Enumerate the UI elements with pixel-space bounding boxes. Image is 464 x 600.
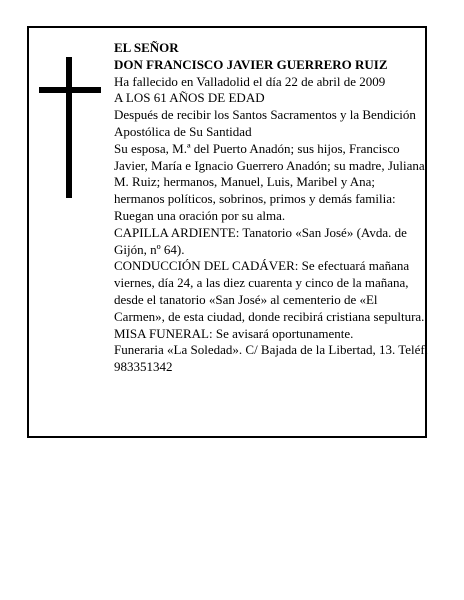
cross-vertical-bar bbox=[66, 57, 72, 198]
death-statement: Ha fallecido en Valladolid el día 22 de abril de 2009 bbox=[114, 73, 386, 89]
cross-horizontal-bar bbox=[39, 87, 101, 93]
sacraments-statement: Después de recibir los Santos Sacramentos y la Bendición Apostólica de Su Santidad bbox=[114, 107, 416, 139]
notice-title: EL SEÑOR bbox=[114, 40, 179, 55]
conduction-info: CONDUCCIÓN DEL CADÁVER: Se efectuará mañana viernes, día 24, a las diez cuarenta y cinco de la mañana, desde el tanatorio «San José» al cementerio de «El Carmen», de esta ciudad, donde recibirá cristiana sepultura. bbox=[114, 258, 425, 324]
death-notice bbox=[27, 26, 427, 438]
cross-icon bbox=[39, 57, 101, 198]
prayer-request: Ruegan una oración por su alma. bbox=[114, 207, 286, 223]
family-statement: Su esposa, M.ª del Puerto Anadón; sus hijos, Francisco Javier, María e Ignacio Guerrero Anadón; su madre, Juliana M. Ruiz; hermanos, Manuel, Luis, Maribel y Ana; hermanos políticos, sobrinos, primos y demás familia: bbox=[114, 140, 425, 207]
notice-text bbox=[114, 40, 428, 376]
funeral-home-info: Funeraria «La Soledad». C/ Bajada de la Libertad, 13. Teléf. 983351342 bbox=[114, 342, 428, 375]
age-statement: A LOS 61 AÑOS DE EDAD bbox=[114, 90, 265, 106]
chapel-info: CAPILLA ARDIENTE: Tanatorio «San José» (Avda. de Gijón, nº 64). bbox=[114, 224, 407, 257]
deceased-name: DON FRANCISCO JAVIER GUERRERO RUIZ bbox=[114, 56, 388, 72]
funeral-mass-info: MISA FUNERAL: Se avisará oportunamente. bbox=[114, 325, 354, 341]
